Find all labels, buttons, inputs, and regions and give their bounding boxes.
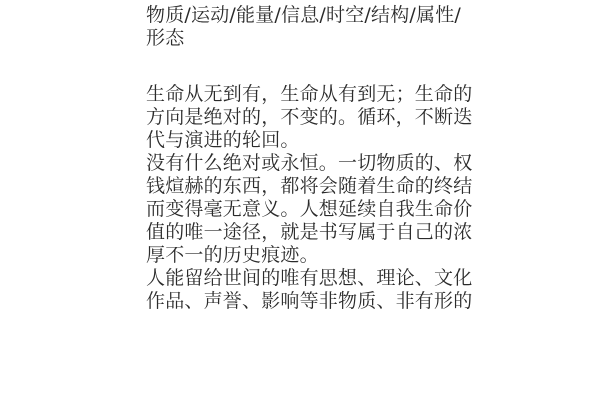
body-line-2: 方向是绝对的，不变的。循环，不断迭 xyxy=(146,106,473,128)
body-line-3: 代与演进的轮回。 xyxy=(146,129,300,151)
body-line-1: 生命从无到有，生命从有到无；生命的 xyxy=(146,83,473,105)
body-line-7: 值的唯一途径，就是书写属于自己的浓 xyxy=(146,221,473,243)
body-line-5: 钱煊赫的东西，都将会随着生命的终结 xyxy=(146,175,473,197)
paragraph-gap xyxy=(146,50,458,83)
body-line-4: 没有什么绝对或永恒。一切物质的、权 xyxy=(146,152,473,174)
body-line-10: 作品、声誉、影响等非物质、非有形的 xyxy=(146,290,473,312)
body-line-6: 而变得毫无意义。人想延续自我生命价 xyxy=(146,198,473,220)
header-line-1: 物质/运动/能量/信息/时空/结构/属性/ xyxy=(146,4,462,26)
header-line-2: 形态 xyxy=(146,27,185,49)
body-line-8: 厚不一的历史痕迹。 xyxy=(146,244,319,266)
body-line-9: 人能留给世间的唯有思想、理论、文化 xyxy=(146,267,473,289)
document-text xyxy=(146,4,473,313)
